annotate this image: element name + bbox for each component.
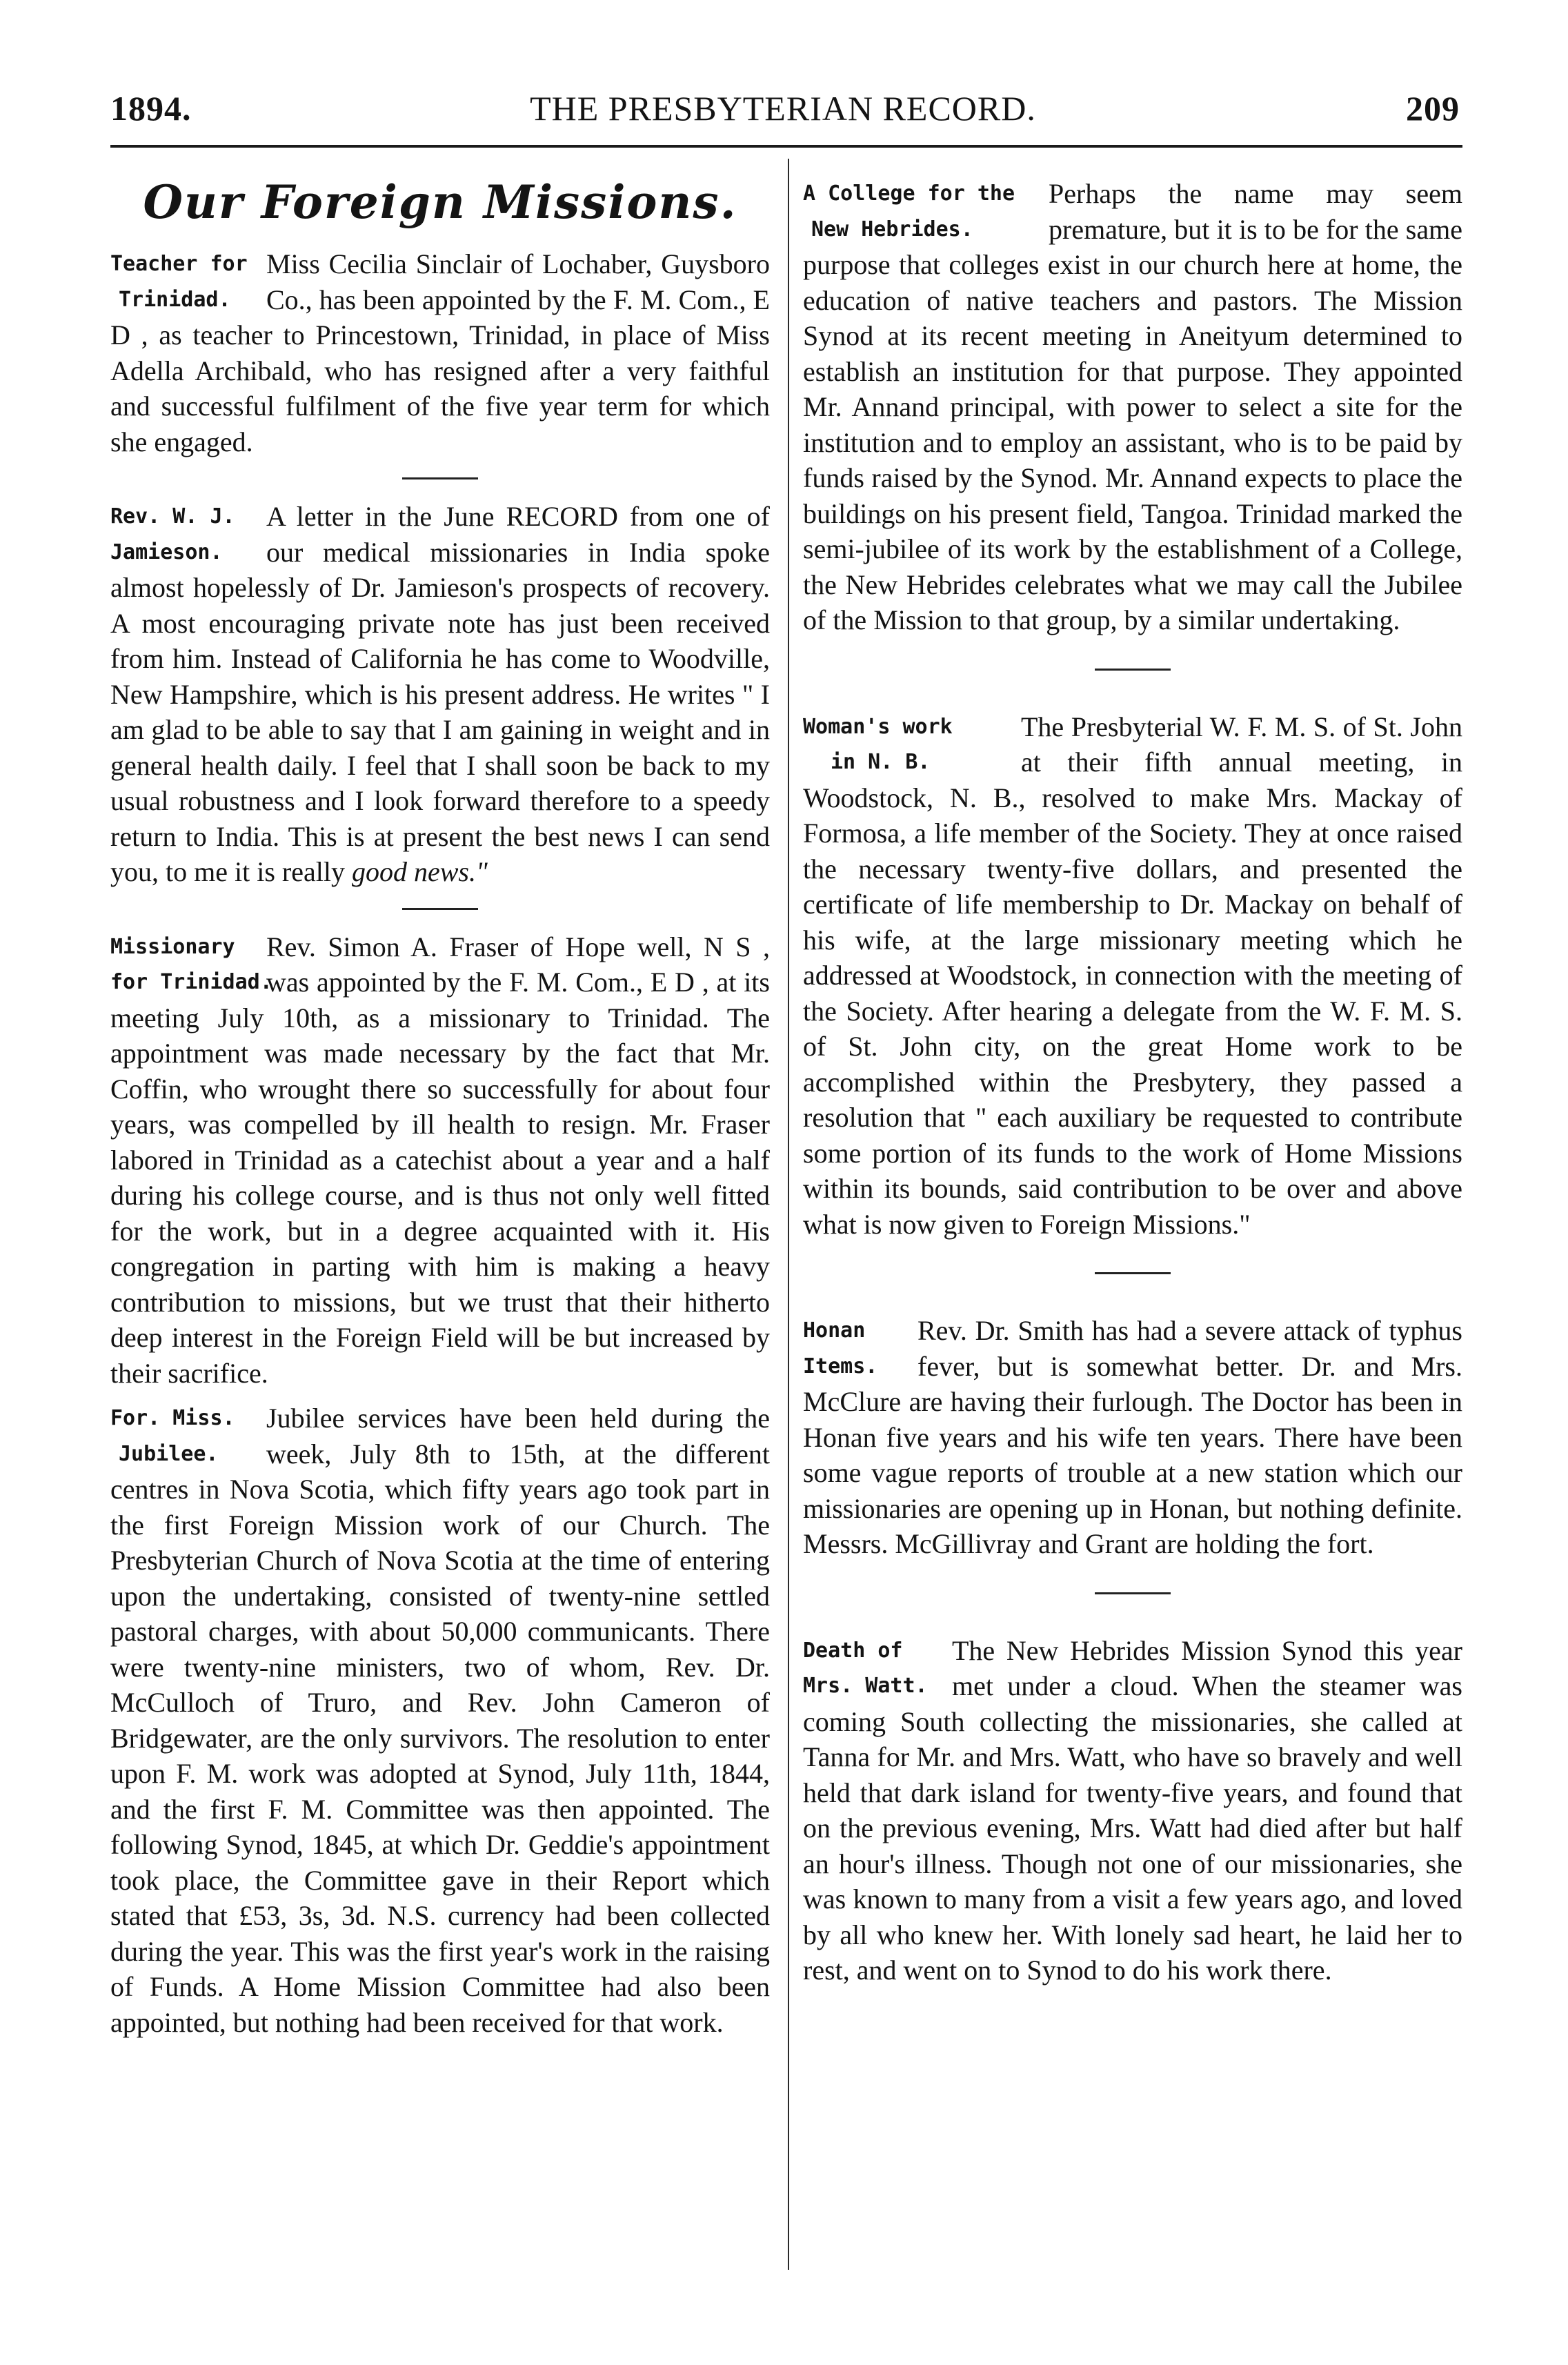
sidehead-line: Woman's work — [803, 714, 953, 739]
article-sidehead — [110, 1401, 255, 1472]
sidehead-line: A College for the — [803, 181, 1015, 206]
article-body: The Presbyterial W. F. M. S. of St. John at their fifth annual meeting, in Woodstock, N. B., resolved to make Mrs. Mackay of Formosa, a life member of the Society. They at once raised the necessary twenty-five dollars, and presented the certificate of life membership to Dr. Mackay on behalf of his wife, at the large missionary meeting which he addressed at Woodstock, in connection with the meeting of the Society. After hearing a delegate from the W. F. M. S. of St. John city, on the great Home work to be accomplished within the Presbytery, they passed a resolution that " each auxiliary be requested to contribute some portion of its funds to the work of Home Missions within its bounds, said contribution to be over and above what is now given to Foreign Missions." — [803, 711, 1462, 1240]
header-rule — [110, 145, 1462, 148]
article-foreign-mission-jubilee — [110, 1401, 770, 2040]
article-honan-items — [803, 1313, 1462, 1562]
department-title: Our Foreign Missions. — [143, 175, 737, 229]
sidehead-line: Missionary — [110, 934, 235, 959]
page-number: 209 — [1406, 89, 1460, 128]
article-teacher-for-trinidad — [110, 246, 770, 459]
sidehead-line: Honan — [803, 1318, 866, 1343]
article-body: Miss Cecilia Sinclair of Lochaber, Guysboro Co., has been appointed by the F. M. Com., E D , as teacher to Princestown, Trinidad, in place of Miss Adella Archibald, who has resigned after a very faithful and successful fulfilment of the five year term for which she engaged. — [110, 248, 770, 457]
sidehead-line: Rev. W. J. — [110, 504, 235, 528]
article-death-of-mrs-watt — [803, 1633, 1462, 1988]
left-column — [110, 162, 770, 2040]
sidehead-line: Teacher for — [110, 252, 248, 276]
column-divider — [788, 159, 789, 2270]
sidehead-line: in N. B. — [831, 750, 931, 774]
sidehead-line: Death of — [803, 1638, 903, 1663]
article-body: Rev. Dr. Smith has had a severe attack of typhus fever, but is somewhat better. Dr. and Mrs. McClure are having their furlough. The Doctor has been in Honan five years and his wife ten years. There have been some vague reports of trouble at a new station which our missionaries are opening up in Honan, but nothing definite. Messrs. McGillivray and Grant are holding the fort. — [803, 1315, 1462, 1559]
sidehead-line: Trinidad. — [119, 287, 231, 312]
right-column — [803, 162, 1462, 1988]
section-divider — [1095, 1272, 1171, 1274]
sidehead-line: for Trinidad. — [110, 970, 272, 994]
article-college-new-hebrides — [803, 176, 1462, 638]
article-body-italic: good news." — [351, 856, 488, 887]
article-sidehead — [110, 246, 255, 317]
article-sidehead — [803, 176, 1038, 247]
section-divider — [402, 477, 478, 479]
section-divider — [402, 908, 478, 910]
section-divider — [1095, 669, 1171, 671]
article-body: Perhaps the name may seem premature, but it is to be for the same purpose that colleges exist in our church here at home, the education of native teachers and pastors. The Mission Synod at its recent meeting in Aneityum determined to establish an institution for that purpose. They appointed Mr. Annand principal, with power to select a site for the institution and to employ an assistant, who is to be paid by funds raised by the Synod. Mr. Annand expects to place the buildings on his present field, Tangoa. Trinidad marked the semi-jubilee of its work by the establishment of a College, the New Hebrides celebrates what we may call the Jubilee of the Mission to that group, by a similar undertaking. — [803, 178, 1462, 635]
sidehead-line: Mrs. Watt. — [803, 1674, 928, 1698]
sidehead-line: Jamieson. — [110, 540, 223, 564]
article-sidehead — [803, 1633, 941, 1704]
article-rev-jamieson — [110, 499, 770, 890]
article-sidehead — [110, 499, 255, 570]
sidehead-line: Jubilee. — [119, 1441, 219, 1466]
sidehead-line: New Hebrides. — [811, 217, 973, 241]
article-body: Jubilee services have been held during the week, July 8th to 15th, at the different centres in Nova Scotia, which fifty years ago took part in the first Foreign Mission work of our Church. The Presbyterian Church of Nova Scotia at the time of entering upon the undertaking, consisted of twenty-nine settled pastoral charges, with about 50,000 communicants. There were twenty-nine ministers, two of whom, Rev. Dr. McCulloch of Truro, and Rev. John Cameron of Bridgewater, are the only survivors. The resolution to enter upon F. M. work was adopted at Synod, July 11th, 1844, and the first F. M. Committee was then appointed. The following Synod, 1845, at which Dr. Geddie's appointment took place, the Committee gave in their Report which stated that £53, 3s, 3d. N.S. currency had been collected during the year. This was the first year's work in the raising of Funds. A Home Mission Committee had also been appointed, but nothing had been received for that work. — [110, 1403, 770, 2038]
sidehead-line: Items. — [803, 1354, 878, 1378]
article-body: The New Hebrides Mission Synod this year met under a cloud. When the steamer was coming South collecting the missionaries, she called at Tanna for Mr. and Mrs. Watt, who have so bravely and well held that dark island for twenty-five years, and found that on the previous evening, Mrs. Watt had died after but half an hour's illness. Though not one of our missionaries, she was known to many from a visit a few years ago, and loved by all who knew her. With lonely sad heart, he laid her to rest, and went on to Synod to do his work there. — [803, 1634, 1462, 1986]
issue-year: 1894. — [110, 89, 192, 128]
article-sidehead — [803, 1313, 906, 1384]
article-womans-work-nb — [803, 709, 1462, 1243]
article-sidehead — [110, 929, 272, 1000]
article-missionary-for-trinidad — [110, 929, 770, 1392]
section-divider — [1095, 1592, 1171, 1594]
article-body: Rev. Simon A. Fraser of Hope well, N S , was appointed by the F. M. Com., E D , at its meeting July 10th, as a missionary to Trinidad. The appointment was made necessary by the fact that Mr. Coffin, who wrought there so successfully for about four years, was compelled by ill health to resign. Mr. Fraser labored in Trinidad as a catechist about a year and a half during his college course, and is thus not only well fitted for the work, but in a degree acquainted with it. His congregation in parting with him is making a heavy contribution to missions, but we trust that their hitherto deep interest in the Foreign Field will be but increased by their sacrifice. — [110, 931, 770, 1389]
article-sidehead — [803, 709, 1010, 780]
publication-title: THE PRESBYTERIAN RECORD. — [530, 89, 1036, 128]
sidehead-line: For. Miss. — [110, 1406, 235, 1430]
article-body-text: A letter in the June RECORD from one of our medical missionaries in India spoke almost hopelessly of Dr. Jamieson's prospects of recovery. A most encouraging private note has just been received from him. Instead of California he has come to Woodville, New Hampshire, which is his present address. He writes " I am glad to be able to say that I am gaining in weight and in general health daily. I feel that I shall soon be back to my usual robustness and I look forward therefore to a speedy return to India. This is at present the best news I can send you, to me it is really — [110, 501, 770, 887]
masthead — [103, 81, 1462, 137]
